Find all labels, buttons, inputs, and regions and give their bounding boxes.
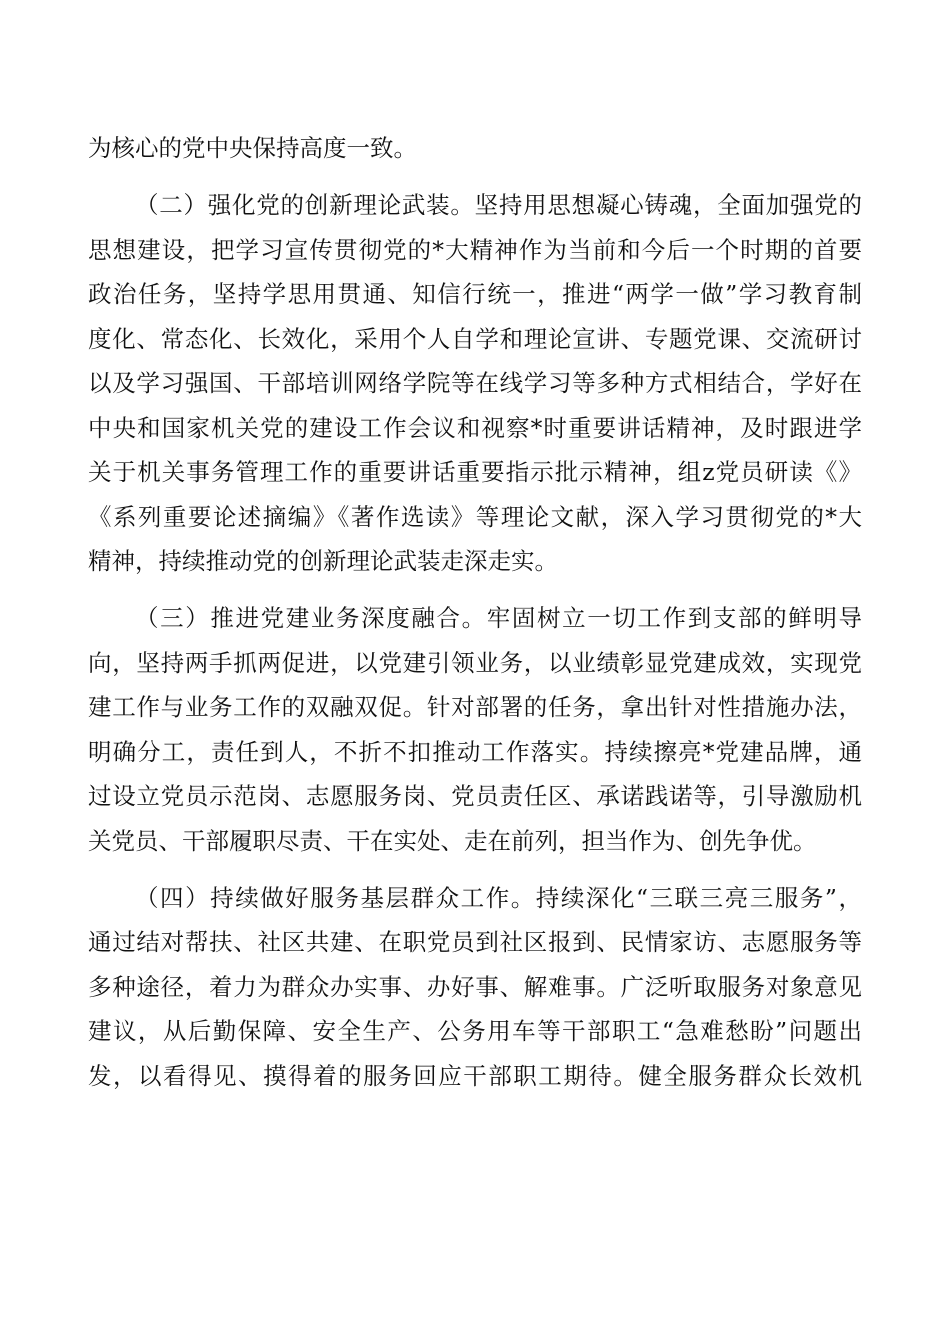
text-line: 建工作与业务工作的双融双促。针对部署的任务，拿出针对性措施办法， (88, 693, 862, 721)
text-line: （四）持续做好服务基层群众工作。持续深化“三联三亮三服务”， (135, 883, 862, 912)
paragraph-section-3 (88, 596, 862, 863)
text-line: （二）强化党的创新理论武装。坚持用思想凝心铸魂，全面加强党的 (135, 191, 862, 219)
paragraph-section-4 (88, 876, 862, 1099)
text-line: 政治任务，坚持学思用贯通、知信行统一，推进“两学一做”学习教育制 (88, 280, 862, 308)
text-line: 以及学习强国、干部培训网络学院等在线学习等多种方式相结合，学好在 (88, 369, 862, 397)
text-line: 关于机关事务管理工作的重要讲话重要指示批示精神，组z党员研读《》 (88, 458, 862, 486)
text-line: 思想建设，把学习宣传贯彻党的*大精神作为当前和今后一个时期的首要 (88, 235, 862, 264)
paragraph-section-2 (88, 183, 862, 584)
text-line: 多种途径，着力为群众办实事、办好事、解难事。广泛听取服务对象意见 (88, 972, 862, 1001)
paragraph-continuation (88, 126, 862, 171)
text-line: 建议，从后勤保障、安全生产、公务用车等干部职工“急难愁盼”问题出 (88, 1017, 862, 1045)
text-line: 为核心的党中央保持高度一致。 (88, 134, 417, 162)
text-line: （三）推进党建业务深度融合。牢固树立一切工作到支部的鲜明导 (135, 604, 862, 632)
text-line: 度化、常态化、长效化，采用个人自学和理论宣讲、专题党课、交流研讨 (88, 324, 862, 353)
text-line: 过设立党员示范岗、志愿服务岗、党员责任区、承诺践诺等，引导激励机 (88, 782, 862, 810)
document-page (88, 126, 862, 1111)
text-line: 发，以看得见、摸得着的服务回应干部职工期待。健全服务群众长效机 (88, 1061, 862, 1090)
text-line: 中央和国家机关党的建设工作会议和视察*时重要讲话精神，及时跟进学 (88, 413, 862, 442)
text-line: 关党员、干部履职尽责、干在实处、走在前列，担当作为、创先争优。 (88, 826, 817, 855)
text-line: 通过结对帮扶、社区共建、在职党员到社区报到、民情家访、志愿服务等 (88, 928, 862, 956)
text-line: 《系列重要论述摘编》《著作选读》等理论文献，深入学习贯彻党的*大 (88, 502, 862, 531)
text-line: 明确分工，责任到人，不折不扣推动工作落实。持续擦亮*党建品牌，通 (88, 737, 862, 766)
text-line: 向，坚持两手抓两促进，以党建引领业务，以业绩彰显党建成效，实现党 (88, 648, 862, 677)
text-line: 精神，持续推动党的创新理论武装走深走实。 (88, 547, 558, 575)
